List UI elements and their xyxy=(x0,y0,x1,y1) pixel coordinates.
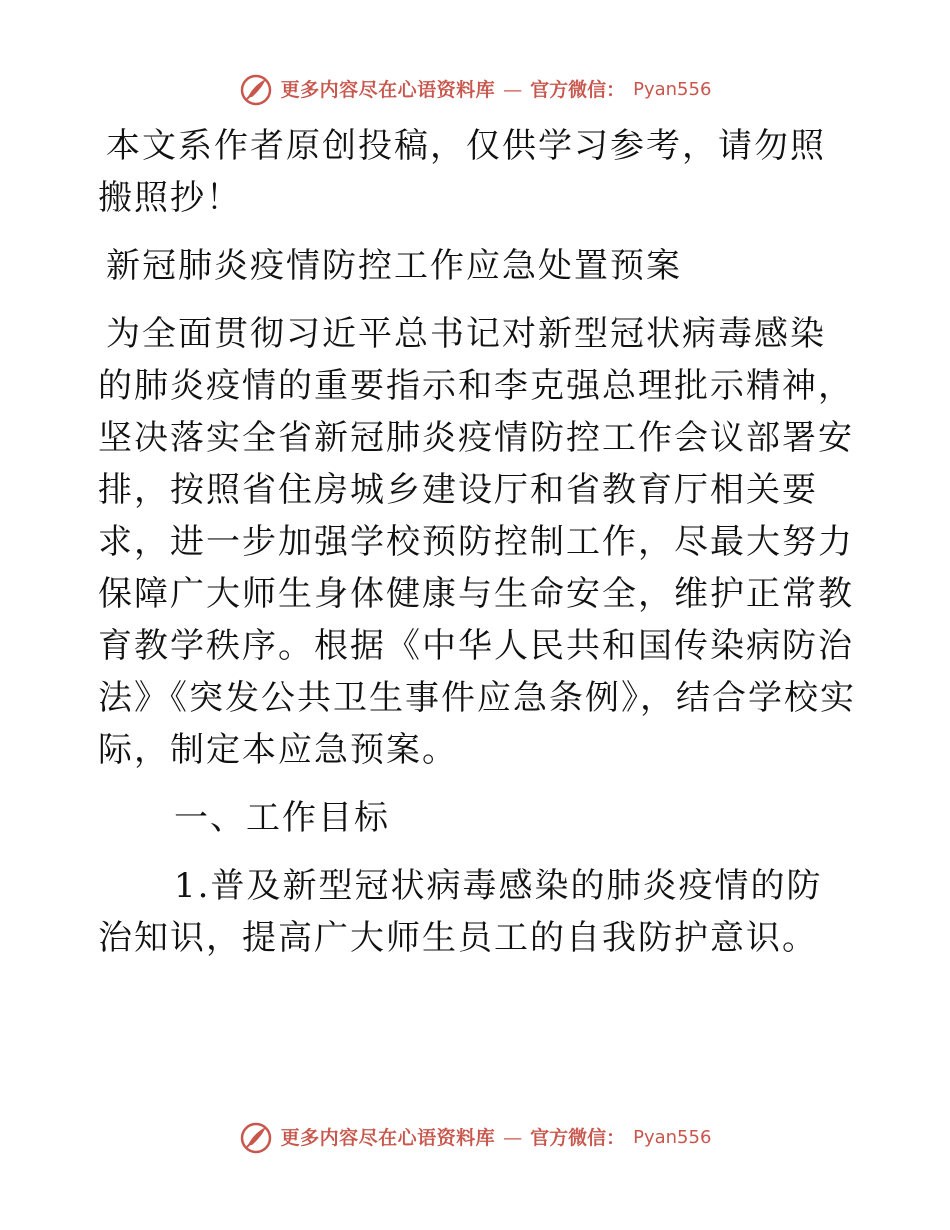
document-title: 新冠肺炎疫情防控工作应急处置预案 xyxy=(106,246,682,286)
top-banner xyxy=(0,70,950,110)
section-heading: 一、工作目标 xyxy=(174,798,390,838)
banner-wechat-label: 官方微信： xyxy=(530,1126,626,1149)
banner-wechat-id: Pyan556 xyxy=(633,1127,712,1148)
intro-paragraph: 为全面贯彻习近平总书记对新型冠状病毒感染的肺炎疫情的重要指示和李克强总理批示精神，坚决落实全省新冠肺炎疫情防控工作会议部署安排，按照省住房城乡建设厅和省教育厅相关要求，进一步加强学校预防控制工作，尽最大努力保障广大师生身体健康与生命安全，维护正常教育教学秩序。根据《中华人民共和国传染病防治法》《突发公共卫生事件应急条例》，结合学校实际，制定本应急预案。 xyxy=(98,314,856,770)
banner-title: 更多内容尽在心语资料库 xyxy=(280,1126,496,1149)
document-body xyxy=(98,120,858,980)
banner-dash: — xyxy=(503,1126,523,1149)
banner-title: 更多内容尽在心语资料库 xyxy=(280,78,496,101)
copyright-notice: 本文系作者原创投稿，仅供学习参考，请勿照搬照抄！ xyxy=(98,126,826,218)
banner-wechat-id: Pyan556 xyxy=(633,79,712,100)
banner-dash: — xyxy=(503,78,523,101)
feather-pen-icon xyxy=(239,1121,273,1155)
bottom-banner xyxy=(0,1118,950,1158)
banner-wechat-label: 官方微信： xyxy=(530,78,626,101)
feather-pen-icon xyxy=(239,73,273,107)
goal-item-1: 1.普及新型冠状病毒感染的肺炎疫情的防治知识，提高广大师生员工的自我防护意识。 xyxy=(98,866,823,958)
